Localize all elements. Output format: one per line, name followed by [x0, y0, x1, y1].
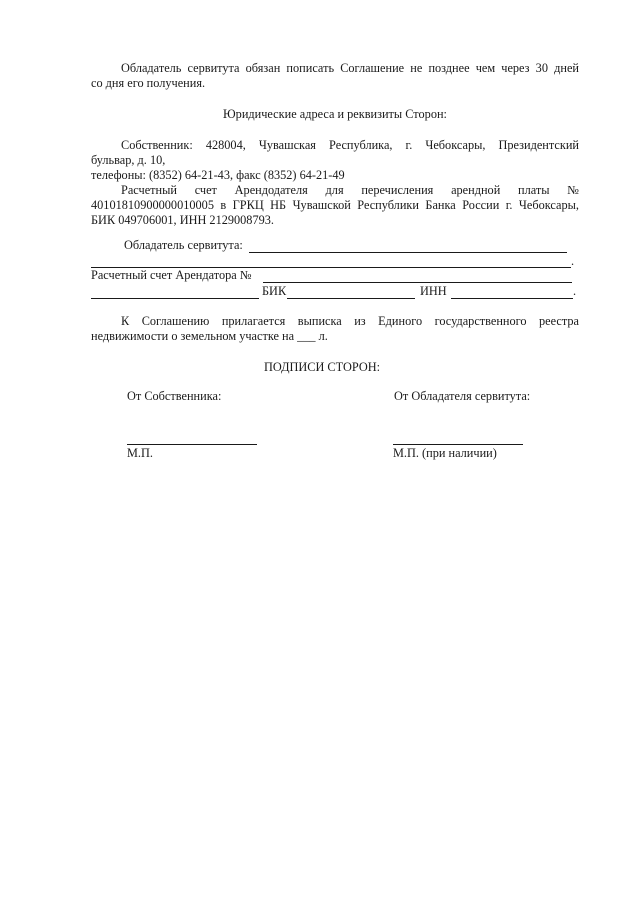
signatures-heading: ПОДПИСИ СТОРОН:: [263, 360, 381, 374]
holder-bik-label: БИК: [262, 284, 287, 298]
holder-account-label: Расчетный счет Арендатора №: [91, 268, 252, 282]
owner-address-line-2: бульвар, д. 10,: [91, 153, 166, 167]
owner-signature-line: [127, 444, 257, 445]
addresses-heading: Юридические адреса и реквизиты Сторон:: [223, 107, 447, 121]
holder-bik-blank: [287, 298, 415, 299]
holder-inn-label: ИНН: [420, 284, 447, 298]
owner-signature-label: От Собственника:: [127, 389, 222, 403]
obligation-line-2: со дня его получения.: [91, 76, 206, 90]
owner-account-line-2: 40101810900000010005 в ГРКЦ НБ Чувашской Республики Банка России г. Чебоксары,: [91, 198, 579, 212]
owner-bik-inn: БИК 049706001, ИНН 2129008793.: [91, 213, 274, 227]
holder-line-end: .: [571, 254, 575, 268]
owner-account-line-1: Расчетный счет Арендодателя для перечисления арендной платы №: [121, 183, 579, 197]
owner-stamp-label: М.П.: [127, 446, 153, 460]
attachment-line-2: недвижимости о земельном участке на ___ л.: [91, 329, 328, 343]
holder-signature-line: [393, 444, 523, 445]
holder-account-blank: [263, 282, 572, 283]
holder-account-blank-2: [91, 298, 259, 299]
obligation-line-1: Обладатель сервитута обязан пописать Соглашение не позднее чем через 30 дней: [121, 61, 579, 75]
owner-address-line-1: Собственник: 428004, Чувашская Республика, г. Чебоксары, Президентский: [121, 138, 579, 152]
holder-inn-blank: [451, 298, 573, 299]
holder-label: Обладатель сервитута:: [124, 238, 243, 252]
holder-final-end: .: [573, 284, 577, 298]
holder-signature-label: От Обладателя сервитута:: [394, 389, 531, 403]
attachment-line-1: К Соглашению прилагается выписка из Единого государственного реестра: [121, 314, 579, 328]
holder-name-blank: [249, 252, 567, 253]
holder-stamp-label: М.П. (при наличии): [393, 446, 497, 460]
owner-phones: телефоны: (8352) 64-21-43, факс (8352) 64-21-49: [91, 168, 345, 182]
